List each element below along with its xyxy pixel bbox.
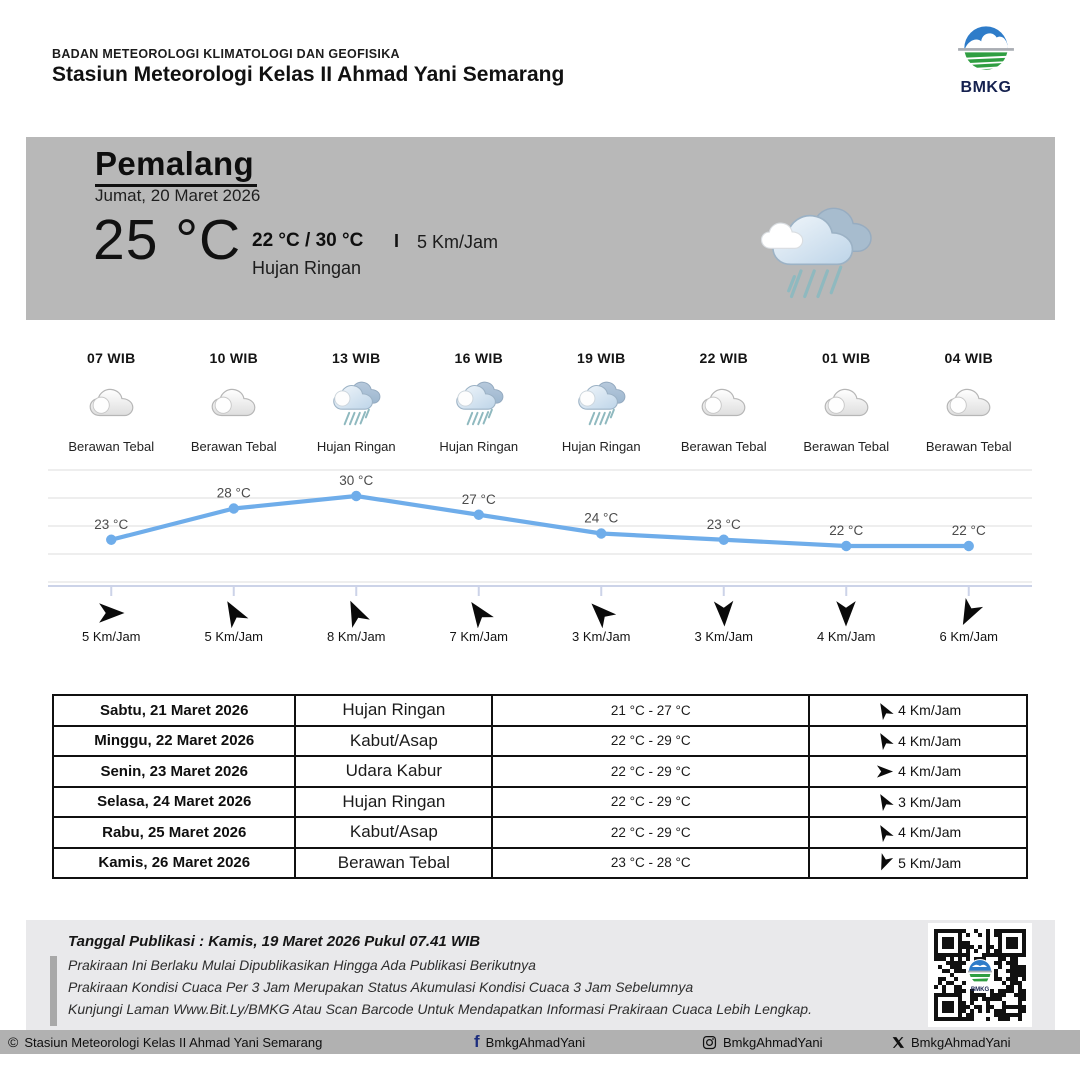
wind-direction-arrow-icon xyxy=(341,598,371,628)
wind-item xyxy=(418,598,541,644)
wind-speed-label: 7 Km/Jam xyxy=(449,629,508,644)
wind-arrow xyxy=(709,598,739,628)
qr-code xyxy=(928,923,1032,1027)
forecast-condition: Kabut/Asap xyxy=(295,726,492,757)
wind-direction-arrow-icon xyxy=(875,762,894,781)
cloud-icon xyxy=(823,385,870,421)
hour-label: 01 WIB xyxy=(822,350,871,366)
wind-direction-arrow-icon xyxy=(875,853,894,872)
svg-text:30 °C: 30 °C xyxy=(339,473,374,488)
forecast-wind-speed: 5 Km/Jam xyxy=(898,854,962,871)
hourly-forecast-row xyxy=(50,350,1030,454)
social-media-bar xyxy=(0,1030,1080,1054)
social-handle: BmkgAhmadYani xyxy=(723,1034,823,1050)
hour-label: 19 WIB xyxy=(577,350,626,366)
minmax-temperature: 22 °C / 30 °C xyxy=(252,230,364,251)
table-row xyxy=(53,848,1027,879)
publication-footer xyxy=(26,920,1055,1030)
svg-text:27 °C: 27 °C xyxy=(461,491,496,507)
station-name: Stasiun Meteorologi Kelas II Ahmad Yani Semarang xyxy=(52,63,565,86)
forecast-day: Selasa, 24 Maret 2026 xyxy=(53,787,295,818)
wind-item xyxy=(540,598,663,644)
wind-item xyxy=(663,598,786,644)
wind-direction-arrow-icon xyxy=(464,598,494,628)
weather-icon xyxy=(823,376,870,430)
publication-value: Kamis, 19 Maret 2026 Pukul 07.41 WIB xyxy=(204,933,481,950)
forecast-condition: Kabut/Asap xyxy=(295,817,492,848)
forecast-wind xyxy=(809,787,1027,818)
wind-arrow xyxy=(954,598,984,628)
forecast-wind xyxy=(809,817,1027,848)
hourly-item xyxy=(418,350,541,454)
svg-text:23 °C: 23 °C xyxy=(94,516,129,532)
social-item xyxy=(474,1030,585,1054)
svg-text:22 °C: 22 °C xyxy=(829,523,864,538)
forecast-wind-speed: 4 Km/Jam xyxy=(898,702,962,719)
wind-arrow xyxy=(464,598,494,628)
wind-speed-label: 6 Km/Jam xyxy=(939,629,998,644)
svg-text:23 °C: 23 °C xyxy=(706,516,741,532)
hourly-item xyxy=(50,350,173,454)
hourly-item xyxy=(540,350,663,454)
condition-label: Hujan Ringan xyxy=(439,439,519,454)
forecast-condition: Hujan Ringan xyxy=(295,787,492,818)
wind-speed-label: 4 Km/Jam xyxy=(816,629,876,644)
forecast-wind xyxy=(809,726,1027,757)
notes-accent-bar xyxy=(50,956,57,1026)
wind-direction-arrow-icon xyxy=(875,731,894,750)
social-item xyxy=(892,1030,1010,1054)
forecast-condition: Udara Kabur xyxy=(295,756,492,787)
svg-text:28 °C: 28 °C xyxy=(216,485,251,501)
hour-label: 16 WIB xyxy=(454,350,503,366)
wind-arrow xyxy=(219,598,249,628)
current-wind-speed: 5 Km/Jam xyxy=(417,232,499,252)
forecast-temp-range: 21 °C - 27 °C xyxy=(492,695,809,726)
hourly-item xyxy=(173,350,296,454)
weather-icon xyxy=(700,376,747,430)
forecast-temp-range: 23 °C - 28 °C xyxy=(492,848,809,879)
forecast-temp-range: 22 °C - 29 °C xyxy=(492,787,809,818)
wind-item xyxy=(785,598,908,644)
forecast-wind xyxy=(809,848,1027,879)
forecast-temp-range: 22 °C - 29 °C xyxy=(492,817,809,848)
rain-cloud-icon xyxy=(759,201,877,310)
rain-icon xyxy=(576,378,626,428)
forecast-wind-speed: 4 Km/Jam xyxy=(898,763,962,780)
current-condition: Hujan Ringan xyxy=(252,258,362,278)
social-handle: BmkgAhmadYani xyxy=(485,1034,586,1050)
city-name: Pemalang xyxy=(95,145,257,187)
hour-label: 22 WIB xyxy=(699,350,748,366)
wind-item xyxy=(908,598,1031,644)
wind-direction-arrow-icon xyxy=(219,598,249,628)
cloud-icon xyxy=(945,385,992,421)
svg-text:BMKG: BMKG xyxy=(970,987,990,993)
forecast-wind xyxy=(809,756,1027,787)
current-weather-card xyxy=(26,137,1055,320)
wind-arrow xyxy=(831,598,861,628)
bmkg-logo xyxy=(946,24,1026,97)
wind-arrow xyxy=(96,598,126,628)
svg-text:24 °C: 24 °C xyxy=(584,510,619,526)
table-row xyxy=(53,695,1027,726)
bmkg-logo-label: BMKG xyxy=(960,79,1012,96)
forecast-wind-speed: 4 Km/Jam xyxy=(898,824,962,841)
hour-label: 04 WIB xyxy=(944,350,993,366)
forecast-condition: Berawan Tebal xyxy=(295,848,492,879)
temperature-chart xyxy=(40,462,1040,602)
current-temperature: 25 °C xyxy=(93,208,242,272)
condition-label: Berawan Tebal xyxy=(68,439,155,454)
wind-direction-arrow-icon xyxy=(96,598,126,628)
wind-arrow xyxy=(586,598,616,628)
cloud-icon xyxy=(210,385,257,421)
wind-item xyxy=(295,598,418,644)
wind-direction-arrow-icon xyxy=(831,598,861,628)
wind-speed-label: 5 Km/Jam xyxy=(204,629,263,644)
wind-forecast-row xyxy=(50,598,1030,644)
table-row xyxy=(53,726,1027,757)
weather-icon xyxy=(454,376,504,430)
forecast-temp-range: 22 °C - 29 °C xyxy=(492,756,809,787)
wind-speed-label: 5 Km/Jam xyxy=(81,629,141,644)
footer-note: Prakiraan Ini Berlaku Mulai Dipublikasikan Hingga Ada Publikasi Berikutnya xyxy=(68,957,536,973)
social-handle: BmkgAhmadYani xyxy=(911,1034,1011,1050)
forecast-day: Sabtu, 21 Maret 2026 xyxy=(53,695,295,726)
social-item xyxy=(8,1030,322,1054)
wind-speed-label: 8 Km/Jam xyxy=(326,629,386,644)
forecast-date: Jumat, 20 Maret 2026 xyxy=(95,186,261,205)
table-row xyxy=(53,756,1027,787)
rain-cloud-hero-icon xyxy=(759,201,877,305)
weather-icon xyxy=(576,376,626,430)
daily-forecast-table xyxy=(52,694,1028,879)
x-icon xyxy=(892,1036,905,1049)
social-item xyxy=(702,1030,822,1054)
wind-direction-arrow-icon xyxy=(875,792,894,811)
forecast-wind-speed: 3 Km/Jam xyxy=(898,793,962,810)
hour-label: 07 WIB xyxy=(87,350,136,366)
footer-note: Kunjungi Laman Www.Bit.Ly/BMKG Atau Scan Barcode Untuk Mendapatkan Informasi Prakiraan Cuaca Lebih Lengkap. xyxy=(68,1001,812,1017)
weather-icon xyxy=(210,376,257,430)
forecast-wind-speed: 4 Km/Jam xyxy=(898,732,962,749)
condition-label: Berawan Tebal xyxy=(190,439,277,454)
wind-direction-arrow-icon xyxy=(954,598,984,628)
bmkg-logo-icon xyxy=(955,24,1017,76)
forecast-condition: Hujan Ringan xyxy=(295,695,492,726)
condition-label: Hujan Ringan xyxy=(561,439,641,454)
forecast-temp-range: 22 °C - 29 °C xyxy=(492,726,809,757)
hourly-item xyxy=(663,350,786,454)
wind-direction-arrow-icon xyxy=(875,823,894,842)
weather-icon xyxy=(88,376,135,430)
hourly-item xyxy=(785,350,908,454)
forecast-day: Minggu, 22 Maret 2026 xyxy=(53,726,295,757)
social-handle: Stasiun Meteorologi Kelas II Ahmad Yani Semarang xyxy=(24,1034,323,1050)
wind-speed-label: 3 Km/Jam xyxy=(694,629,753,644)
publication-date xyxy=(68,933,480,950)
footer-note: Prakiraan Kondisi Cuaca Per 3 Jam Merupakan Status Akumulasi Kondisi Cuaca 3 Jam Sebelumnya xyxy=(68,979,694,995)
forecast-day: Senin, 23 Maret 2026 xyxy=(53,756,295,787)
forecast-wind xyxy=(809,695,1027,726)
weather-icon xyxy=(331,376,381,430)
cloud-icon xyxy=(700,385,747,421)
rain-icon xyxy=(331,378,381,428)
condition-label: Berawan Tebal xyxy=(680,439,767,454)
table-row xyxy=(53,787,1027,818)
facebook-icon: f xyxy=(474,1031,480,1051)
wind-direction-arrow-icon xyxy=(709,598,739,628)
instagram-icon xyxy=(702,1035,717,1050)
copyright-icon: © xyxy=(8,1034,19,1050)
rain-icon xyxy=(454,378,504,428)
hour-label: 13 WIB xyxy=(332,350,381,366)
condition-label: Berawan Tebal xyxy=(925,439,1012,454)
weather-icon xyxy=(945,376,992,430)
publication-label: Tanggal Publikasi : xyxy=(68,933,205,950)
wind-arrow xyxy=(341,598,371,628)
separator: I xyxy=(394,231,400,251)
cloud-icon xyxy=(88,385,135,421)
wind-item xyxy=(173,598,296,644)
hour-label: 10 WIB xyxy=(209,350,258,366)
condition-label: Hujan Ringan xyxy=(316,439,396,454)
hourly-item xyxy=(908,350,1031,454)
agency-name: BADAN METEOROLOGI KLIMATOLOGI DAN GEOFISIKA xyxy=(52,47,400,61)
svg-text:22 °C: 22 °C xyxy=(951,523,986,538)
condition-label: Berawan Tebal xyxy=(803,439,890,454)
wind-direction-arrow-icon xyxy=(875,701,894,720)
wind-direction-arrow-icon xyxy=(586,598,616,628)
forecast-day: Kamis, 26 Maret 2026 xyxy=(53,848,295,879)
wind-speed-label: 3 Km/Jam xyxy=(571,629,631,644)
wind-item xyxy=(50,598,173,644)
hourly-item xyxy=(295,350,418,454)
forecast-day: Rabu, 25 Maret 2026 xyxy=(53,817,295,848)
table-row xyxy=(53,817,1027,848)
